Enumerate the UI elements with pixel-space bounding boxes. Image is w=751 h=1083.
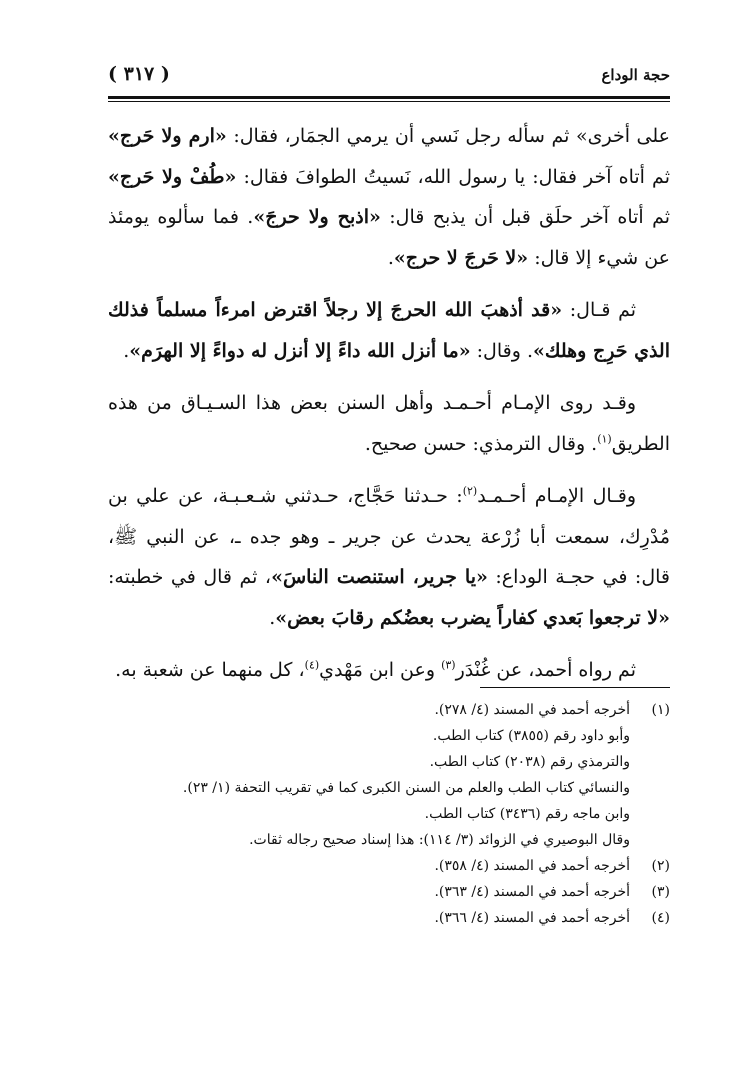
text-run: وعن ابن مَهْدي — [319, 659, 442, 681]
footnote-1-line-3 — [108, 749, 670, 775]
hadith-quote: «طُفْ ولا حَرج» — [108, 165, 237, 188]
text-run: ثم أتاه آخر فقال: يا رسول الله، نَسيتُ الطوافَ فقال: — [236, 165, 670, 188]
text-run: ثم أتاه آخر حلَق قبل أن يذبح قال: — [380, 206, 671, 228]
footnote-4 — [108, 905, 670, 931]
footnote-text: وابن ماجه رقم (٣٤٣٦) كتاب الطب. — [424, 806, 630, 822]
footnote-number: (٤) — [651, 910, 670, 926]
footnote-text: والترمذي رقم (٢٠٣٨) كتاب الطب. — [429, 754, 630, 770]
text-run: ، ثم قال في خطبته: — [108, 566, 272, 588]
hadith-quote: «ما أنزل الله داءً إلا أنزل له دواءً إلا الهرَم» — [129, 339, 471, 362]
footnote-ref[interactable]: (٣) — [441, 658, 456, 672]
hadith-quote: «قد أذهبَ الله الحرجَ إلا رجلاً اقترض امرءاً مسلماً فذلك الذي حَرِج وهلك» — [108, 299, 670, 362]
hadith-quote: «يا جرير، استنصت الناسَ» — [271, 566, 488, 588]
footnote-ref[interactable]: (٤) — [304, 658, 320, 672]
footnote-1-line-4 — [108, 775, 670, 801]
footnote-number: (١) — [651, 702, 670, 718]
header-rule-thick — [108, 96, 670, 99]
header-rule-thin — [108, 101, 670, 102]
text-run: ثم قـال: — [562, 299, 636, 321]
paragraph-2 — [108, 290, 670, 371]
footnote-number: (٢) — [651, 858, 670, 874]
page-header — [108, 63, 670, 90]
text-run: ، كل منهما عن شعبة به. — [115, 659, 305, 681]
footnote-text: وقال البوصيري في الزوائد (٣/ ١١٤): هذا إسناد صحيح رجاله ثقات. — [249, 832, 630, 848]
footnote-text: والنسائي كتاب الطب والعلم من السنن الكبرى كما في تقريب التحفة (١/ ٢٣). — [182, 780, 630, 796]
footnote-ref[interactable]: (١) — [597, 432, 612, 446]
hadith-quote: «لا ترجعوا بَعدي كفاراً يضرب بعضُكم رقابَ بعض» — [275, 606, 670, 629]
footnotes — [108, 697, 670, 931]
footnote-1 — [108, 697, 670, 723]
text-run: . فما سألوه يومئذ عن شيء إلا قال: — [108, 206, 670, 269]
footnote-separator — [480, 687, 670, 688]
text-run: وقـال الإمـام أحـمـد — [477, 485, 636, 507]
text-run: : حـدثنا حَجَّاج، حـدثني شـعـبـة، عن علي بن مُدْرِك، سمعت أبا زُرْعة يحدث عن جرير ـ وهو جده ـ، عن النبي ﷺ، قال: في حجـة الوداع: — [108, 485, 670, 588]
page-number: ( ٣١٧ ) — [108, 63, 170, 85]
footnote-text: أخرجه أحمد في المسند (٤/ ٣٥٨). — [434, 858, 630, 874]
footnote-3 — [108, 879, 670, 905]
hadith-quote: «لا حَرجَ لا حرج» — [393, 246, 529, 269]
paragraph-3 — [108, 383, 670, 464]
text-run: . — [387, 246, 394, 269]
footnote-text: أخرجه أحمد في المسند (٤/ ٣٦٣). — [434, 884, 630, 900]
text-run: . وقال الترمذي: حسن صحيح. — [364, 432, 598, 455]
text-run: على أخرى» ثم سأله رجل نَسي أن يرمي الجمَار، فقال: — [226, 125, 671, 147]
footnote-number: (٣) — [651, 884, 670, 900]
paragraph-5 — [108, 650, 670, 691]
text-run: ثم رواه أحمد، عن غُنْدَر — [455, 659, 636, 681]
text-run: وقـد روى الإمـام أحـمـد وأهل السنن بعض هذا السـيـاق من هذه الطريق — [108, 392, 670, 455]
text-run: . وقال: — [470, 339, 533, 362]
footnote-2 — [108, 853, 670, 879]
footnote-ref[interactable]: (٢) — [462, 484, 478, 498]
footnote-1-line-2 — [108, 723, 670, 749]
text-run: . — [269, 606, 276, 629]
footnote-text: أخرجه أحمد في المسند (٤/ ٣٦٦). — [434, 910, 630, 926]
main-text — [108, 116, 670, 703]
paragraph-1 — [108, 116, 670, 278]
footnote-1-line-6 — [108, 827, 670, 853]
paragraph-4 — [108, 476, 670, 638]
text-run: . — [123, 339, 130, 362]
footnote-1-line-5 — [108, 801, 670, 827]
running-title: حجة الوداع — [601, 66, 670, 84]
hadith-quote: «ارم ولا حَرج» — [108, 125, 227, 147]
footnote-text: وأبو داود رقم (٣٨٥٥) كتاب الطب. — [432, 728, 630, 744]
footnote-text: أخرجه أحمد في المسند (٤/ ٢٧٨). — [434, 702, 630, 718]
hadith-quote: «اذبح ولا حرجَ» — [253, 206, 381, 228]
